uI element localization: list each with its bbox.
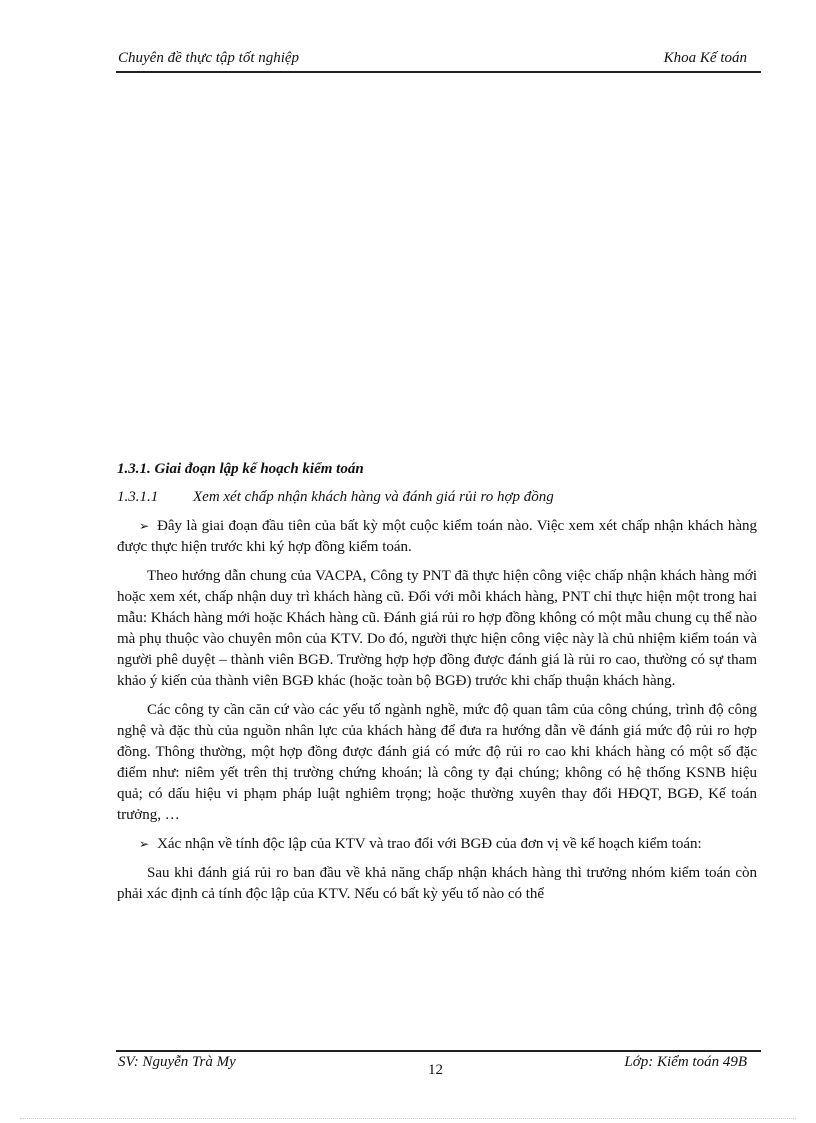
section-heading: 1.3.1. Giai đoạn lập kế hoạch kiểm toán bbox=[117, 461, 364, 477]
header-faculty: Khoa Kế toán bbox=[663, 50, 747, 66]
paragraph-independence-text: Xác nhận về tính độc lập của KTV và trao đổi với BGĐ của đơn vị về kế hoạch kiểm toán: bbox=[157, 836, 702, 852]
paragraph-risk-factors: Các công ty cần căn cứ vào các yếu tố ngành nghề, mức độ quan tâm của công chúng, trình độ công nghệ và đặc thù của nguồn nhân lực của khách hàng để đưa ra hướng dẫn về đánh giá mức độ rủi ro hợp đồng. Thông thường, một hợp đồng được đánh giá có mức độ rủi ro cao khi khách hàng có một số đặc điểm như: niêm yết trên thị trường chứng khoán; là công ty đại chúng; không có hệ thống KSNB hiệu quả; có dấu hiệu vi phạm pháp luật nghiêm trọng; hoặc thường xuyên thay đổi HĐQT, BGĐ, Kế toán trưởng, … bbox=[117, 702, 757, 823]
paragraph-after-assessment: Sau khi đánh giá rủi ro ban đầu về khả năng chấp nhận khách hàng thì trưởng nhóm kiểm toán còn phải xác định cả tính độc lập của KTV. Nếu có bất kỳ yếu tố nào có thể bbox=[117, 865, 757, 902]
arrow-bullet-icon: ➢ bbox=[139, 519, 150, 533]
arrow-bullet-icon: ➢ bbox=[139, 837, 150, 851]
subsection-number: 1.3.1.1 bbox=[117, 489, 159, 505]
footer-student-name: SV: Nguyễn Trà My bbox=[118, 1054, 236, 1070]
page-number: 12 bbox=[428, 1062, 443, 1078]
subsection-heading bbox=[117, 486, 757, 508]
footer-class: Lớp: Kiểm toán 49B bbox=[624, 1054, 747, 1070]
paragraph-vacpa: Theo hướng dẫn chung của VACPA, Công ty PNT đã thực hiện công việc chấp nhận khách hàng mới hoặc xem xét, chấp nhận duy trì khách hàng cũ. Đối với mỗi khách hàng, PNT chỉ thực hiện một trong hai mẫu: Khách hàng mới hoặc Khách hàng cũ. Đánh giá rủi ro hợp đồng không có một mẫu chung cụ thể nào mà phụ thuộc vào chuyên môn của KTV. Do đó, người thực hiện công việc này là chủ nhiệm kiểm toán và người phê duyệt – thành viên BGĐ. Trường hợp hợp đồng được đánh giá là rủi ro cao, thường có sự tham khảo ý kiến của thành viên BGĐ khác (hoặc toàn bộ BGĐ) trước khi chấp thuận khách hàng. bbox=[117, 568, 757, 689]
paragraph-intro bbox=[117, 516, 757, 558]
page-body bbox=[117, 458, 757, 913]
page-footer bbox=[116, 1054, 757, 1084]
paragraph-independence bbox=[117, 834, 757, 855]
page-header bbox=[116, 48, 757, 70]
header-document-title: Chuyên đề thực tập tốt nghiệp bbox=[118, 50, 300, 66]
footer-divider bbox=[116, 1050, 761, 1052]
page-edge-divider bbox=[20, 1118, 796, 1119]
header-divider bbox=[116, 71, 761, 73]
paragraph-intro-text: Đây là giai đoạn đầu tiên của bất kỳ một cuộc kiểm toán nào. Việc xem xét chấp nhận khách hàng được thực hiện trước khi ký hợp đồng kiểm toán. bbox=[117, 518, 757, 555]
subsection-title: Xem xét chấp nhận khách hàng và đánh giá rủi ro hợp đồng bbox=[193, 489, 554, 505]
